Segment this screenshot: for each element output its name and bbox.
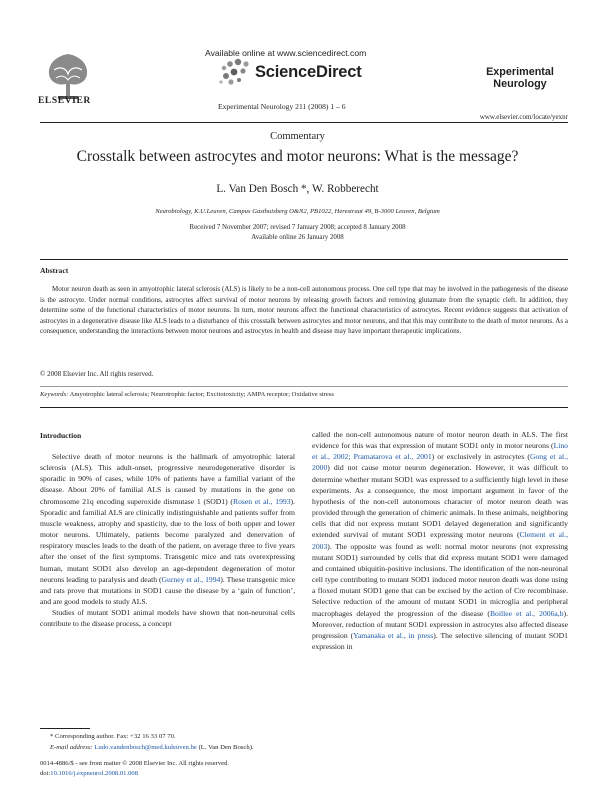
abstract-heading: Abstract — [40, 266, 69, 275]
keywords — [40, 391, 568, 398]
citation-link[interactable]: Gurney et al., 1994 — [161, 574, 221, 584]
journal-title-line1: Experimental — [486, 66, 554, 78]
doi-link[interactable]: 10.1016/j.expneurol.2008.01.008 — [50, 770, 138, 777]
authors[interactable]: L. Van Den Bosch *, W. Robberecht — [216, 183, 379, 195]
doi-label: doi: — [40, 770, 51, 777]
elsevier-tree-logo-icon — [40, 50, 96, 102]
elsevier-logo-text: ELSEVIER — [38, 96, 91, 106]
section-label: Commentary — [270, 131, 325, 142]
sciencedirect-logo-text: ScienceDirect — [255, 63, 362, 81]
intro-paragraph-1 — [40, 451, 295, 607]
corresponding-author-note: * Corresponding author. Fax: +32 16 33 07 70. — [50, 733, 176, 740]
received-dates: Received 7 November 2007; revised 7 January 2008; accepted 8 January 2008 — [189, 224, 406, 231]
text-run: called the non-cell autonomous nature of motor neuron death in ALS. The first evidence for this was that expression of mutant SOD1 only in motor neurons ( — [312, 430, 568, 451]
text-run: ). Sporadic and familial ALS are clinically indistinguishable and patients suffer from muscle weakness, atrophy and spasticity, due to the loss of both upper and lower motor neurons. Ultimately, patients become paralyzed and denervation of respiratory muscles leads to the death of the patient, on average three to five years after the onset of the first symptoms. Transgenic mice and rats overexpressing human, mutant SOD1 also develop an age-dependent degeneration of motor neurons leading to paralysis and death ( — [40, 496, 295, 584]
footnote-rule — [40, 728, 90, 729]
text-run: ). The selective silencing of mutant SOD1 expression in — [312, 630, 568, 651]
text-run: Selective death of motor neurons is the hallmark of amyotrophic lateral sclerosis (ALS). This adult-onset, progressive neurodegenerative disorder is sporadic in 90% of cases, while 10% of patients have a familial variant of the disease. About 20% of familial ALS is caused by mutations in the gene on chromosome 21q encoding superoxide dismutase 1 (SOD1) ( — [40, 452, 295, 506]
available-online-date: Available online 26 January 2008 — [251, 234, 344, 241]
introduction-heading: Introduction — [40, 431, 82, 440]
intro-paragraph-2-cont — [312, 429, 568, 652]
text-run: ) did not cause motor neuron degeneration. However, it was difficult to determine whether mutant SOD1 was expressed to a sufficiently high level in these experiments. As a consequence, the most important argument in favor of the hypothesis of the non-cell autonomous character of motor neuron death was provided through the generation of chimeric animals. In these animals, neighboring cells that did not express mutant SOD1 delayed degeneration and significantly extended survival of mutant SOD1 expressing motor neurons ( — [312, 463, 568, 540]
email-footnote — [50, 744, 254, 751]
email-link[interactable]: Ludo.vandenbosch@med.kuleuven.be — [94, 744, 197, 751]
text-run: ). These transgenic mice and rats prove that mutations in SOD1 cause the disease by a ‘gain of function’, and are good models to study ALS. — [40, 574, 295, 607]
abstract-bottom-rule — [40, 407, 568, 408]
abstract-text: Motor neuron death as seen in amyotrophic lateral sclerosis (ALS) is likely to be a non-cell autonomous process. One cell type that may be involved in the pathogenesis of the disease is the astrocyte. Under normal conditions, astrocytes affect survival of motor neurons by releasing growth factors and removing glutamate from the synaptic cleft. In addition, they determine some of the functional characteristics of motor neurons. In turn, motor neurons affect the functional characteristics of astrocytes. Recent evidence suggests that activation of astrocytes in a degenerative disease like ALS leads to a disturbance of this crosstalk between astrocytes and motor neurons, and that this may contribute to the death of motor neurons. As a consequence, understanding the interactions between motor neurons and astrocytes in health and disease may have important therapeutic implications. — [40, 285, 568, 335]
journal-url-link[interactable]: www.elsevier.com/locate/yexnr — [479, 113, 568, 121]
abstract-body — [40, 284, 568, 337]
journal-title — [475, 66, 565, 90]
citation-link[interactable]: Rosen et al., 1993 — [232, 496, 291, 506]
citation-link[interactable]: Gong et al., 2000 — [312, 452, 568, 473]
text-run: ). The opposite was found as well: normal motor neurons (not expressing mutant SOD1) surrounded by cells that did express mutant SOD1 were damaged and contained ubiquitin-positive inclusions. The identification of the non-neuronal cell type contributing to mutant SOD1 induced motor neuron death was done using a floxed mutant SOD1 gene that can be excised by the action of Cre recombinase. Selective reduction of the amount of mutant SOD1 in microglia and peripheral macrophages delayed the progression of the disease ( — [312, 541, 568, 618]
doi-line — [40, 770, 138, 777]
intro-paragraph-2: Studies of mutant SOD1 animal models have shown that non-neuronal cells contribute to the disease process, a concept — [40, 608, 295, 629]
text-run: ) or exclusively in astrocytes ( — [431, 452, 530, 462]
citation-link[interactable]: Clement et al., 2003 — [312, 530, 568, 551]
text-run: ). Moreover, reduction of mutant SOD1 expression in astrocytes also affected disease progression ( — [312, 608, 568, 640]
available-online-text: Available online at www.sciencedirect.com — [205, 48, 367, 58]
keywords-list: Amyotrophic lateral sclerosis; Neurotrophic factor; Excitotoxicity; AMPA receptor; Oxidative stress — [69, 391, 334, 398]
issn-line: 0014-4886/$ - see front matter © 2008 Elsevier Inc. All rights reserved. — [40, 760, 230, 767]
citation-link[interactable]: Lino et al., 2002; Pramatarova et al., 2001 — [312, 441, 568, 462]
abstract-top-rule — [40, 259, 568, 260]
journal-title-line2: Neurology — [493, 78, 547, 90]
citation-link[interactable]: Yamanaka et al., in press — [353, 630, 434, 640]
right-column — [312, 429, 568, 652]
keywords-rule — [40, 386, 568, 387]
abstract-copyright: © 2008 Elsevier Inc. All rights reserved. — [40, 370, 154, 378]
email-suffix: (L. Van Den Bosch). — [198, 744, 254, 751]
affiliation: Neurobiology, K.U.Leuven, Campus Gasthuisberg O&N2, PB1022, Herestraat 49, B-3000 Leuven, Belgium — [155, 208, 440, 215]
citation-link[interactable]: Boillee et al., 2006a,b — [489, 608, 564, 618]
left-column — [40, 451, 295, 630]
paper-title: Crosstalk between astrocytes and motor neurons: What is the message? — [76, 148, 519, 165]
header-divider — [40, 122, 568, 123]
keywords-label: Keywords: — [40, 391, 69, 398]
journal-reference[interactable]: Experimental Neurology 211 (2008) 1 – 6 — [218, 102, 346, 111]
email-label: E-mail address: — [50, 744, 93, 751]
